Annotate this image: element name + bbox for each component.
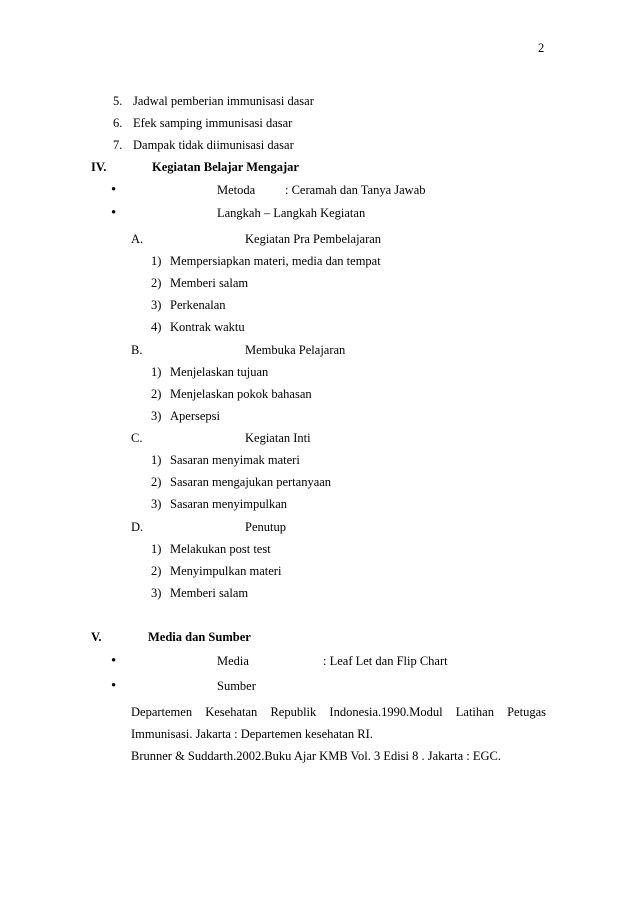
list-item-text: Jadwal pemberian immunisasi dasar <box>133 94 314 108</box>
list-item-number: 7. <box>113 138 123 152</box>
step-item-number: 1) <box>151 453 162 467</box>
section-numeral: IV. <box>91 160 107 174</box>
step-item-text: Apersepsi <box>170 409 220 423</box>
step-item-text: Memberi salam <box>170 276 249 290</box>
step-letter: C. <box>131 431 143 445</box>
bullet-label: Sumber <box>217 679 256 693</box>
step-item-text: Sasaran mengajukan pertanyaan <box>170 475 332 489</box>
step-item-number: 1) <box>151 365 162 379</box>
step-title: Kegiatan Inti <box>245 431 311 445</box>
step-item-text: Mempersiapkan materi, media dan tempat <box>170 254 381 268</box>
step-item-number: 3) <box>151 409 162 423</box>
bullet-value: : Leaf Let dan Flip Chart <box>323 654 448 668</box>
step-item-number: 2) <box>151 276 162 290</box>
step-item-text: Kontrak waktu <box>170 320 245 334</box>
step-letter: A. <box>131 232 144 246</box>
page-number: 2 <box>538 41 545 55</box>
list-item-number: 6. <box>113 116 123 130</box>
step-item-number: 3) <box>151 586 162 600</box>
list-item-number: 5. <box>113 94 123 108</box>
step-title: Penutup <box>245 520 286 534</box>
section-numeral: V. <box>91 630 102 644</box>
bullet-label: Langkah – Langkah Kegiatan <box>217 206 366 220</box>
step-letter: D. <box>131 520 144 534</box>
step-item-number: 2) <box>151 475 162 489</box>
step-item-number: 2) <box>151 387 162 401</box>
step-item-number: 3) <box>151 298 162 312</box>
step-item-number: 1) <box>151 254 162 268</box>
section-title: Kegiatan Belajar Mengajar <box>152 160 299 174</box>
step-title: Membuka Pelajaran <box>245 343 346 357</box>
reference-line: Brunner & Suddarth.2002.Buku Ajar KMB Vol. 3 Edisi 8 . Jakarta : EGC. <box>131 749 502 763</box>
step-letter: B. <box>131 343 143 357</box>
bullet-icon: • <box>111 205 117 221</box>
step-item-number: 4) <box>151 320 162 334</box>
step-item-text: Menjelaskan pokok bahasan <box>170 387 312 401</box>
step-title: Kegiatan Pra Pembelajaran <box>245 232 382 246</box>
step-item-number: 1) <box>151 542 162 556</box>
bullet-label: Media <box>217 654 249 668</box>
bullet-label: Metoda <box>217 183 256 197</box>
bullet-icon: • <box>111 182 117 198</box>
step-item-text: Menyimpulkan materi <box>170 564 282 578</box>
list-item-text: Dampak tidak diimunisasi dasar <box>133 138 294 152</box>
reference-line: Departemen Kesehatan Republik Indonesia.1990.Modul Latihan Petugas <box>131 705 546 719</box>
step-item-text: Sasaran menyimak materi <box>170 453 300 467</box>
reference-line: Immunisasi. Jakarta : Departemen kesehatan RI. <box>131 727 373 741</box>
step-item-text: Sasaran menyimpulkan <box>170 497 287 511</box>
section-title: Media dan Sumber <box>148 630 251 644</box>
step-item-text: Menjelaskan tujuan <box>170 365 269 379</box>
step-item-number: 3) <box>151 497 162 511</box>
list-item-text: Efek samping immunisasi dasar <box>133 116 293 130</box>
step-item-text: Memberi salam <box>170 586 249 600</box>
step-item-text: Melakukan post test <box>170 542 271 556</box>
step-item-text: Perkenalan <box>170 298 226 312</box>
bullet-icon: • <box>111 653 117 669</box>
step-item-number: 2) <box>151 564 162 578</box>
bullet-icon: • <box>111 678 117 694</box>
bullet-value: : Ceramah dan Tanya Jawab <box>285 183 426 197</box>
